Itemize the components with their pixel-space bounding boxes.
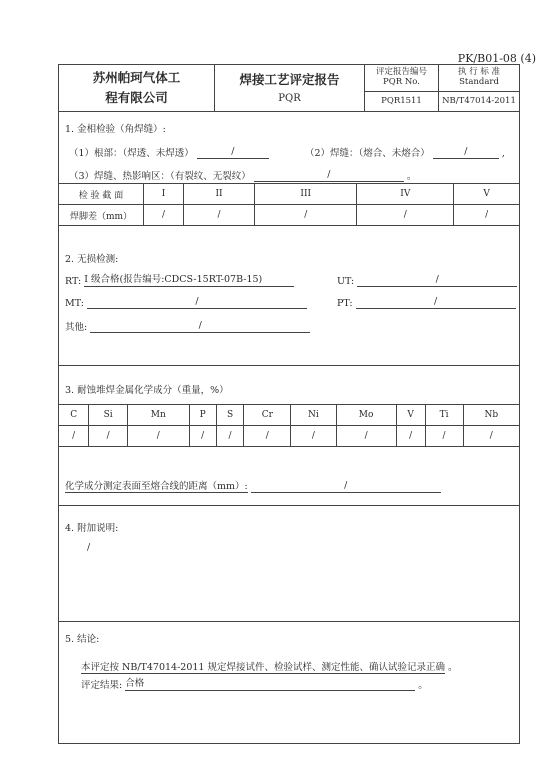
table-row	[59, 426, 520, 447]
value-si: /	[89, 426, 128, 447]
value-mo: /	[336, 426, 396, 447]
table-row	[59, 205, 520, 226]
standard-value: NB/T47014-2011	[442, 96, 516, 106]
standard-label-cn: 执 行 标 准	[457, 67, 501, 77]
value-ni: /	[291, 426, 336, 447]
table-row	[59, 184, 520, 205]
standard-cell	[439, 65, 519, 111]
leg-difference-label: 焊脚差（mm）	[59, 205, 144, 226]
pqr-number-value: PQR1511	[381, 96, 422, 106]
haz-crack-label: （3）焊缝、热影响区：（有裂纹、无裂纹）	[69, 171, 251, 182]
weld-fusion-row: （2）焊缝：（熔合、未熔合） / ,	[305, 146, 505, 159]
pqr-number-label-cn: 评定报告编号	[375, 67, 427, 77]
pt-value: /	[356, 296, 516, 309]
ut-label: UT:	[337, 276, 355, 287]
value-mn: /	[127, 426, 189, 447]
root-fusion-value: /	[197, 146, 269, 159]
value-s: /	[216, 426, 244, 447]
rt-row	[65, 274, 294, 287]
ut-value: /	[357, 274, 517, 287]
pqr-number-label-en: PQR No.	[383, 77, 420, 87]
mt-value: /	[87, 296, 307, 309]
value-v: /	[396, 426, 425, 447]
divider	[59, 621, 519, 622]
rt-label: RT:	[65, 276, 82, 287]
conclusion-row: 本评定按 NB/T47014-2011 规定焊接试件、检验试样、测定性能、确认试验记录正确 。	[81, 662, 458, 673]
weld-fusion-value: /	[433, 146, 499, 159]
leg-value-4: /	[357, 205, 454, 226]
rt-value: I 级合格(报告编号:CDCS-15RT-07B-15)	[84, 274, 294, 287]
weld-fusion-label: （2）焊缝：（熔合、未熔合）	[305, 148, 430, 159]
other-value: /	[90, 320, 310, 333]
distance-label: 化学成分测定表面至熔合线的距离（mm）:	[65, 481, 248, 492]
section5-heading: 5. 结论:	[65, 634, 100, 645]
pqr-number-cell	[365, 65, 439, 111]
other-row	[65, 319, 310, 333]
value-nb: /	[463, 426, 519, 447]
value-cr: /	[244, 426, 291, 447]
leg-value-2: /	[183, 205, 254, 226]
section3-heading: 3. 耐蚀堆焊金属化学成分（重量，%）	[65, 385, 229, 396]
report-title-en: PQR	[278, 93, 301, 104]
conclusion-text: 本评定按 NB/T47014-2011 规定焊接试件、检验试样、测定性能、确认试验记录正确	[81, 662, 445, 673]
table-row	[59, 405, 520, 426]
additional-note: /	[87, 542, 91, 553]
chemical-composition-table	[58, 404, 520, 447]
leg-difference-table	[58, 183, 520, 226]
element-mo: Mo	[336, 405, 396, 426]
document-code: PK/B01-08 (4)	[457, 52, 536, 65]
pqr-form	[58, 64, 520, 744]
company-name	[59, 65, 215, 111]
element-c: C	[59, 405, 89, 426]
inspection-section-label: 检 验 截 面	[59, 184, 144, 205]
element-nb: Nb	[463, 405, 519, 426]
value-p: /	[189, 426, 216, 447]
pt-row	[337, 296, 516, 309]
result-row: 评定结果: 合格 。	[81, 678, 428, 691]
element-ni: Ni	[291, 405, 336, 426]
result-value: 合格	[125, 678, 415, 691]
element-s: S	[216, 405, 244, 426]
element-v: V	[396, 405, 425, 426]
distance-row	[65, 478, 441, 493]
section4-heading: 4. 附加说明:	[65, 523, 119, 534]
section-header-2: II	[183, 184, 254, 205]
other-label: 其他:	[65, 322, 88, 333]
section-header-5: V	[454, 184, 520, 205]
divider	[59, 505, 519, 506]
standard-label-en: Standard	[459, 77, 499, 87]
haz-crack-value: /	[254, 169, 404, 182]
section-header-3: III	[255, 184, 357, 205]
divider	[59, 365, 519, 366]
element-mn: Mn	[127, 405, 189, 426]
company-line-2: 程有限公司	[105, 90, 168, 105]
element-cr: Cr	[244, 405, 291, 426]
value-c: /	[59, 426, 89, 447]
mt-row	[65, 296, 307, 309]
report-title	[215, 65, 365, 111]
root-fusion-row	[69, 145, 269, 159]
section-header-1: I	[144, 184, 184, 205]
leg-value-3: /	[255, 205, 357, 226]
leg-value-5: /	[454, 205, 520, 226]
section1-heading: 1. 金相检验（角焊缝）:	[65, 124, 166, 135]
mt-label: MT:	[65, 298, 84, 309]
haz-crack-row: （3）焊缝、热影响区：（有裂纹、无裂纹） / 。	[69, 169, 417, 182]
result-label: 评定结果:	[81, 680, 123, 691]
leg-value-1: /	[144, 205, 184, 226]
distance-value: /	[251, 480, 441, 493]
pt-label: PT:	[337, 298, 353, 309]
element-si: Si	[89, 405, 128, 426]
section2-heading: 2. 无损检测:	[65, 254, 119, 265]
company-line-1: 苏州帕珂气体工	[92, 70, 181, 85]
element-ti: Ti	[425, 405, 463, 426]
report-title-cn: 焊接工艺评定报告	[239, 72, 340, 87]
ut-row	[337, 274, 517, 287]
root-fusion-label: （1）根部：（焊透、未焊透）	[69, 148, 194, 159]
element-p: P	[189, 405, 216, 426]
section-header-4: IV	[357, 184, 454, 205]
form-header	[59, 65, 519, 112]
value-ti: /	[425, 426, 463, 447]
